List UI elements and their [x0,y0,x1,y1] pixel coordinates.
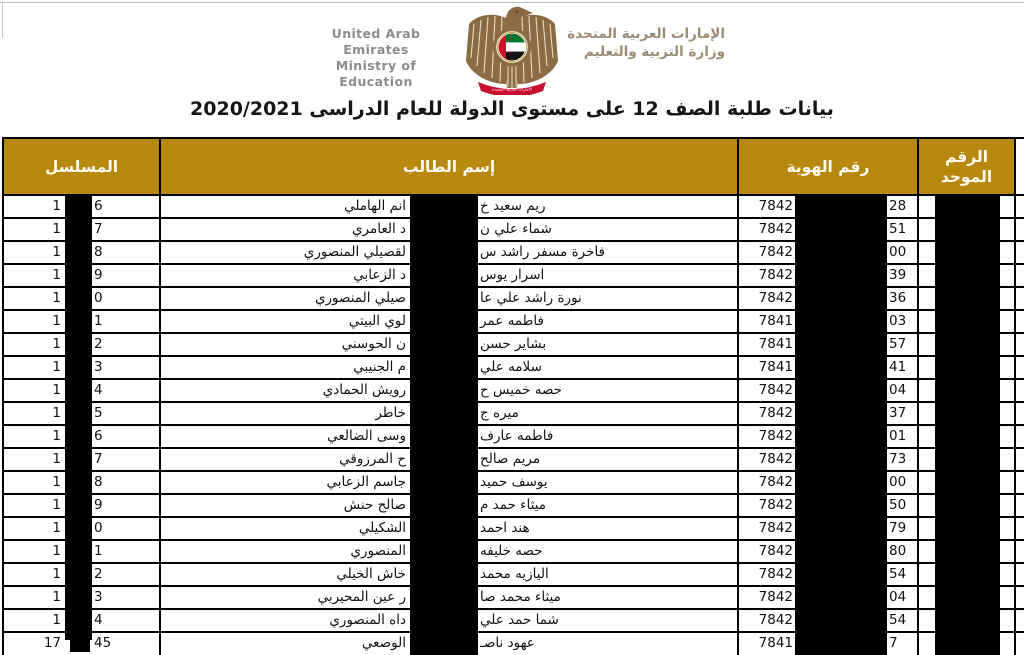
serial-visible-prefix: 1 [52,244,61,260]
serial-visible-prefix: 1 [52,290,61,306]
serial-visible-prefix: 1 [52,612,61,628]
id-visible-suffix: 00 [889,474,907,490]
cell-cutoff [1016,311,1024,332]
id-visible-prefix: 7842 [758,543,793,559]
header-cell-id-number: رقم الهوية [739,139,919,194]
cell-cutoff [1016,587,1024,608]
cell-cutoff [1016,633,1024,655]
cell-cutoff [1016,426,1024,447]
serial-visible-prefix: 1 [52,428,61,444]
cell-cutoff [1016,265,1024,286]
serial-visible-prefix: 1 [52,359,61,375]
id-visible-suffix: 03 [889,313,907,329]
cell-cutoff [1016,518,1024,539]
cell-cutoff [1016,357,1024,378]
id-visible-prefix: 7842 [758,612,793,628]
id-visible-suffix: 54 [889,566,907,582]
cell-cutoff [1016,449,1024,470]
serial-visible-suffix: 5 [94,405,103,421]
name-visible-end: جاسم الزعابي [326,474,406,490]
name-visible-start: نورة راشد علي عا [480,290,582,306]
name-visible-end: وسى الضالعي [327,428,406,444]
serial-visible-suffix: 8 [94,244,103,260]
id-visible-prefix: 7841 [758,635,793,651]
ministry-en-line1: United Arab Emirates [331,26,421,57]
serial-visible-suffix: 2 [94,566,103,582]
serial-visible-suffix: 0 [94,520,103,536]
cell-cutoff [1016,495,1024,516]
name-visible-end: داه المنصوري [329,612,406,628]
serial-visible-suffix: 8 [94,474,103,490]
serial-visible-prefix: 1 [52,543,61,559]
name-visible-end: لقصيلي المنصوري [303,244,406,260]
name-visible-end: انم الهاملي [344,198,406,214]
page-left-edge [2,2,3,38]
name-visible-end: المنصوري [350,543,406,559]
id-visible-prefix: 7842 [758,566,793,582]
header-cell-student-name: إسم الطالب [161,139,739,194]
id-visible-suffix: 57 [889,336,907,352]
name-visible-start: حصه خميس ح [480,382,563,398]
serial-visible-suffix: 7 [94,221,103,237]
name-visible-start: ميره ج [480,405,519,421]
name-visible-start: ميثاء حمد م [480,497,547,513]
name-visible-start: ميثاء محمد صا [480,589,561,605]
serial-visible-suffix: 1 [94,313,103,329]
redaction-bar-serial [65,196,92,640]
id-visible-prefix: 7842 [758,451,793,467]
name-visible-start: فاخرة مسفر راشد س [480,244,606,260]
id-visible-suffix: 36 [889,290,907,306]
id-visible-prefix: 7841 [758,359,793,375]
id-visible-prefix: 7842 [758,382,793,398]
id-visible-prefix: 7842 [758,198,793,214]
page-title: بيانات طلبة الصف 12 على مستوى الدولة للعام الدراسى 2020/2021 [190,98,834,120]
redaction-bar-serial-remnant [70,640,90,652]
id-visible-prefix: 7842 [758,267,793,283]
id-visible-suffix: 80 [889,543,907,559]
emblem-banner-text: الامارات العربية المتحدة [492,86,532,92]
serial-visible-suffix: 9 [94,497,103,513]
serial-visible-suffix: 6 [94,198,103,214]
name-visible-end: د العامري [351,221,406,237]
serial-visible-prefix: 1 [52,589,61,605]
serial-visible-prefix: 1 [52,497,61,513]
name-visible-end: صيلي المنصوري [314,290,406,306]
serial-visible-prefix: 1 [52,336,61,352]
id-visible-prefix: 7842 [758,244,793,260]
id-visible-prefix: 7842 [758,497,793,513]
name-visible-start: يوسف حميد [480,474,548,490]
id-visible-suffix: 73 [889,451,907,467]
id-visible-prefix: 7842 [758,405,793,421]
name-visible-start: اليازيه محمد [480,566,549,582]
name-visible-end: ح المرزوقي [339,451,406,467]
name-visible-start: بشاير حسن [480,336,547,352]
serial-visible-suffix: 3 [94,359,103,375]
ministry-ar-line2: وزارة التربية والتعليم [583,44,725,60]
cell-cutoff [1016,541,1024,562]
id-visible-suffix: 51 [889,221,907,237]
name-visible-end: م الجنيبي [353,359,406,375]
serial-visible-prefix: 1 [52,520,61,536]
name-visible-start: اسرار يوس [480,267,545,283]
name-visible-start: فاطمه عمر [480,313,544,329]
serial-visible-prefix: 1 [52,451,61,467]
serial-visible-prefix: 1 [52,267,61,283]
id-visible-suffix: 04 [889,382,907,398]
cell-cutoff [1016,334,1024,355]
serial-visible-suffix: 45 [94,635,112,651]
id-visible-prefix: 7841 [758,336,793,352]
name-visible-end: الشكيلي [358,520,406,536]
header-cell-serial: المسلسل [4,139,161,194]
name-visible-start: شماء علي ن [480,221,552,237]
name-visible-end: صالح حنش [343,497,406,513]
cell-cutoff [1016,219,1024,240]
serial-visible-suffix: 0 [94,290,103,306]
redaction-bar-unified-number [935,196,1000,655]
name-visible-end: ن الحوسني [341,336,406,352]
serial-visible-suffix: 6 [94,428,103,444]
id-visible-prefix: 7842 [758,520,793,536]
serial-visible-prefix: 1 [52,221,61,237]
id-visible-prefix: 7842 [758,474,793,490]
cell-cutoff [1016,242,1024,263]
serial-visible-prefix: 1 [52,474,61,490]
id-visible-suffix: 50 [889,497,907,513]
name-visible-end: ر عين المحيربي [317,589,406,605]
cell-cutoff [1016,380,1024,401]
serial-visible-suffix: 9 [94,267,103,283]
cell-cutoff [1016,403,1024,424]
id-visible-suffix: 28 [889,198,907,214]
ministry-en-line2: Ministry of Education [335,58,417,89]
name-visible-start: حصه خليفه [480,543,543,559]
id-visible-suffix: 04 [889,589,907,605]
id-visible-suffix: 39 [889,267,907,283]
serial-visible-prefix: 1 [52,313,61,329]
id-visible-suffix: 54 [889,612,907,628]
serial-visible-prefix: 1 [52,382,61,398]
ministry-name-english [298,26,454,90]
serial-visible-suffix: 7 [94,451,103,467]
cell-cutoff [1016,564,1024,585]
redaction-bar-student-name [410,196,478,655]
id-visible-suffix: 37 [889,405,907,421]
name-visible-start: فاطمه عارف [480,428,554,444]
id-visible-prefix: 7841 [758,313,793,329]
table-header-row [4,139,1024,196]
id-visible-prefix: 7842 [758,221,793,237]
id-visible-suffix: 41 [889,359,907,375]
name-visible-end: د الزعابي [353,267,406,283]
cell-cutoff [1016,196,1024,217]
name-visible-end: خاطر [375,405,406,421]
cell-cutoff [1016,472,1024,493]
serial-visible-prefix: 1 [52,405,61,421]
name-visible-end: لوي البيتي [348,313,406,329]
name-visible-start: عهود ناصـ [480,635,535,651]
name-visible-end: رويش الحمادي [322,382,406,398]
name-visible-start: ريم سعيد خ [480,198,546,214]
serial-visible-suffix: 4 [94,612,103,628]
name-visible-start: مريم صالح [480,451,541,467]
name-visible-end: خاش الخيلي [336,566,406,582]
ministry-name-arabic [545,25,725,61]
name-visible-start: شما حمد علي [480,612,559,628]
id-visible-suffix: 79 [889,520,907,536]
redaction-bar-id-number [795,196,887,655]
serial-visible-suffix: 1 [94,543,103,559]
serial-visible-prefix: 1 [52,198,61,214]
name-visible-end: الوصعي [361,635,406,651]
serial-visible-suffix: 2 [94,336,103,352]
id-visible-suffix: 7 [889,635,898,651]
id-visible-suffix: 01 [889,428,907,444]
serial-visible-suffix: 4 [94,382,103,398]
name-visible-start: هند احمد [480,520,530,536]
header-cell-cutoff [1016,139,1024,194]
id-visible-prefix: 7842 [758,589,793,605]
id-visible-prefix: 7842 [758,290,793,306]
cell-cutoff [1016,610,1024,631]
serial-visible-prefix: 17 [43,635,61,651]
serial-visible-suffix: 3 [94,589,103,605]
name-visible-start: سلامه علي [480,359,542,375]
ministry-ar-line1: الإمارات العربية المتحدة [567,26,725,42]
header-cell-unified-number: الرقم الموحد [919,139,1016,194]
id-visible-prefix: 7842 [758,428,793,444]
serial-visible-prefix: 1 [52,566,61,582]
cell-cutoff [1016,288,1024,309]
id-visible-suffix: 00 [889,244,907,260]
